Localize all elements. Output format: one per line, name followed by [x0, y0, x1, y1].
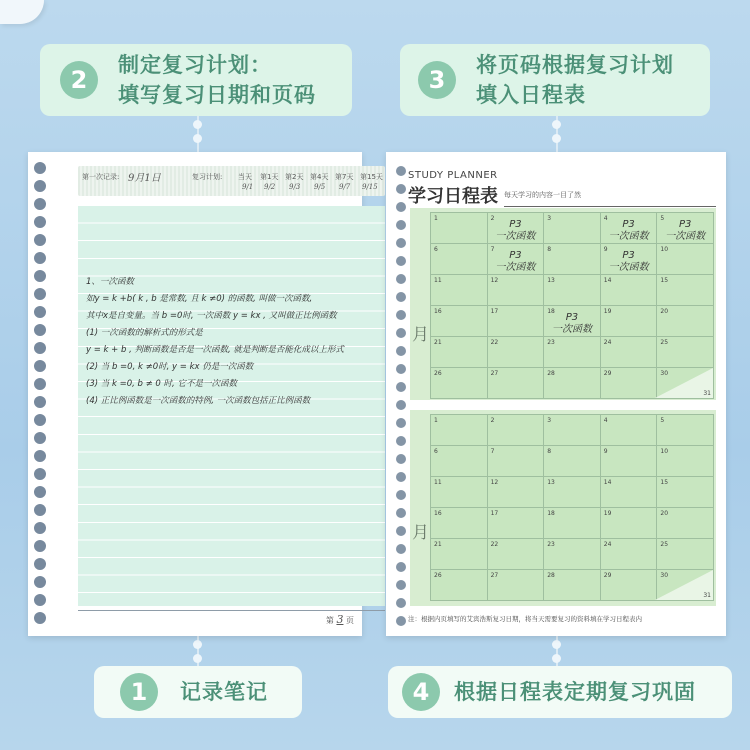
plan-day: 第4天: [310, 173, 329, 181]
day-number: 17: [490, 510, 499, 517]
step-text-line: 填写复习日期和页码: [118, 83, 316, 107]
day-number: 14: [603, 277, 612, 284]
calendar-day-cell[interactable]: [657, 477, 714, 508]
day-number: 1: [434, 417, 438, 424]
binder-ring: [34, 558, 46, 570]
plan-day: 第7天: [335, 173, 354, 181]
day-number: 21: [434, 541, 442, 548]
step-text: 记录笔记: [180, 680, 268, 704]
study-planner-page: [386, 152, 726, 636]
calendar-day-cell[interactable]: [544, 508, 601, 539]
day-number: 27: [490, 572, 499, 579]
calendar-day-cell[interactable]: [488, 213, 545, 244]
calendar-day-cell[interactable]: [544, 275, 601, 306]
calendar-day-cell[interactable]: [544, 368, 601, 399]
day-number: 25: [660, 541, 669, 548]
title-underline: [504, 206, 716, 207]
month-label: 月: [412, 523, 429, 543]
step-3-card: [400, 44, 710, 116]
calendar-day-cell[interactable]: [544, 337, 601, 368]
day-number: 17: [490, 308, 499, 315]
day-number: 10: [660, 246, 669, 253]
binder-ring: [396, 202, 406, 212]
plan-date: 9/2: [264, 183, 276, 191]
review-entry: P3 一次函数: [495, 250, 536, 273]
binder-ring: [34, 522, 46, 534]
calendar-day-cell[interactable]: [431, 337, 488, 368]
day-number: 16: [434, 308, 442, 315]
calendar-day-cell[interactable]: [431, 508, 488, 539]
day-number: 29: [603, 370, 612, 377]
day-number: 11: [434, 479, 442, 486]
calendar-grid: [430, 414, 714, 601]
calendar-day-cell[interactable]: [601, 306, 658, 337]
binder-ring: [396, 382, 406, 392]
step-number-badge: 4: [402, 673, 440, 711]
day-number: 28: [547, 370, 555, 377]
calendar-day-cell[interactable]: [601, 446, 658, 477]
binder-ring: [396, 292, 406, 302]
binder-ring: [396, 418, 406, 428]
first-record-date: 9月1日: [128, 173, 161, 184]
day-number: 2: [490, 417, 495, 424]
day-number: 13: [547, 479, 555, 486]
calendar-day-cell[interactable]: [601, 508, 658, 539]
day-number: 5: [660, 215, 665, 222]
day-number: 19: [603, 308, 612, 315]
last-day-number: 31: [703, 592, 711, 599]
note-line: (3) 当 k =0, b ≠ 0 时, 它不是一次函数: [86, 379, 237, 389]
note-line: 其中x是自变量。当 b =0时, 一次函数 y = kx , 又叫做正比例函数: [86, 311, 337, 321]
note-line: (4) 正比例函数是一次函数的特例, 一次函数包括正比例函数: [86, 396, 311, 406]
binder-ring: [34, 576, 46, 588]
day-number: 23: [547, 541, 555, 548]
calendar-day-cell[interactable]: [544, 570, 601, 601]
binder-ring: [34, 324, 46, 336]
step-4-card: [388, 666, 732, 718]
binder-ring: [396, 562, 406, 572]
calendar-day-cell[interactable]: [544, 415, 601, 446]
day-number: 7: [490, 246, 495, 253]
day-number: 12: [490, 277, 499, 284]
calendar-day-cell[interactable]: [431, 213, 488, 244]
note-line: (2) 当 b =0, k ≠0时, y = kx 仍是一次函数: [86, 362, 254, 372]
decorative-corner: [0, 0, 44, 24]
calendar-day-cell[interactable]: [657, 415, 714, 446]
day-number: 6: [434, 246, 438, 253]
binder-ring: [34, 396, 46, 408]
connector-dot: [193, 120, 202, 129]
calendar-day-cell[interactable]: [488, 446, 545, 477]
review-header: [78, 166, 385, 196]
calendar-day-cell[interactable]: [601, 368, 658, 399]
day-number: 3: [547, 215, 552, 222]
calendar-day-cell[interactable]: [657, 446, 714, 477]
day-number: 18: [547, 510, 555, 517]
binder-ring: [396, 526, 406, 536]
day-number: 20: [660, 510, 669, 517]
calendar-day-cell[interactable]: [657, 508, 714, 539]
day-number: 24: [603, 339, 612, 346]
binder-ring: [396, 364, 406, 374]
calendar-day-cell[interactable]: [601, 570, 658, 601]
binder-ring: [396, 436, 406, 446]
page-number-label: 第 3 页: [325, 613, 354, 626]
binder-ring: [396, 580, 406, 590]
calendar-day-cell[interactable]: [431, 539, 488, 570]
plan-day: 第15天: [360, 173, 383, 181]
calendar-day-cell[interactable]: [431, 415, 488, 446]
day-number: 28: [547, 572, 555, 579]
binder-ring: [34, 198, 46, 210]
page-ruler: [78, 610, 385, 611]
binder-ring: [34, 450, 46, 462]
day-number: 8: [547, 448, 552, 455]
calendar-day-cell[interactable]: [488, 570, 545, 601]
calendar-day-cell[interactable]: [431, 368, 488, 399]
review-entry: P3 一次函数: [495, 219, 536, 242]
binder-ring: [396, 328, 406, 338]
review-entry: P3 一次函数: [665, 219, 706, 242]
binder-ring: [396, 274, 406, 284]
calendar-day-cell[interactable]: [431, 306, 488, 337]
review-entry: P3 一次函数: [551, 312, 592, 335]
plan-date: 9/1: [242, 183, 254, 191]
day-number: 12: [490, 479, 499, 486]
binder-ring: [34, 180, 46, 192]
binder-ring: [396, 346, 406, 356]
calendar-day-cell[interactable]: [601, 244, 658, 275]
day-number: 18: [547, 308, 555, 315]
calendar-day-cell[interactable]: [601, 337, 658, 368]
binder-ring: [396, 490, 406, 500]
calendar-day-cell[interactable]: [657, 539, 714, 570]
plan-day: 当天: [238, 173, 252, 181]
binder-ring: [396, 220, 406, 230]
day-number: 27: [490, 370, 499, 377]
binder-ring: [34, 378, 46, 390]
binder-ring: [34, 468, 46, 480]
calendar-day-cell[interactable]: [488, 508, 545, 539]
binder-ring: [34, 414, 46, 426]
binder-ring: [34, 540, 46, 552]
calendar-day-cell[interactable]: [431, 477, 488, 508]
binder-ring: [396, 544, 406, 554]
day-number: 30: [660, 572, 669, 579]
binder-ring: [396, 400, 406, 410]
calendar-day-cell[interactable]: [657, 306, 714, 337]
planner-title-en: STUDY PLANNER: [408, 170, 498, 181]
step-number-badge: 3: [418, 61, 456, 99]
connector-dot: [552, 640, 561, 649]
day-number: 3: [547, 417, 552, 424]
binder-ring: [34, 270, 46, 282]
plan-label: 复习计划:: [192, 173, 223, 181]
lined-notes-area: [78, 206, 385, 606]
day-number: 21: [434, 339, 442, 346]
day-number: 24: [603, 541, 612, 548]
calendar-day-cell[interactable]: [488, 368, 545, 399]
planner-title-cn: 学习日程表: [408, 186, 498, 207]
plan-date: 9/15: [362, 183, 378, 191]
plan-date: 9/3: [289, 183, 301, 191]
binder-ring: [396, 616, 406, 626]
day-number: 15: [660, 479, 669, 486]
calendar-day-cell[interactable]: [431, 446, 488, 477]
step-1-card: [94, 666, 302, 718]
binder-ring: [34, 162, 46, 174]
calendar-day-cell[interactable]: [431, 570, 488, 601]
binder-ring: [396, 238, 406, 248]
day-number: 8: [547, 246, 552, 253]
day-number: 26: [434, 370, 442, 377]
binder-ring: [396, 472, 406, 482]
binder-ring: [34, 342, 46, 354]
calendar-day-cell[interactable]: [544, 213, 601, 244]
binder-ring: [34, 612, 46, 624]
connector-dot: [193, 640, 202, 649]
connector-dot: [552, 134, 561, 143]
day-number: 5: [660, 417, 665, 424]
calendar-day-cell[interactable]: [657, 213, 714, 244]
day-number: 2: [490, 215, 495, 222]
last-day-number: 31: [703, 390, 711, 397]
binder-ring: [396, 256, 406, 266]
calendar-day-cell[interactable]: [488, 539, 545, 570]
day-number: 6: [434, 448, 438, 455]
calendar-day-cell[interactable]: [488, 337, 545, 368]
day-number: 25: [660, 339, 669, 346]
binder-ring: [396, 310, 406, 320]
calendar-day-cell[interactable]: [657, 570, 714, 601]
calendar-day-cell[interactable]: [544, 244, 601, 275]
binder-rings: [34, 152, 48, 636]
step-text-line: 制定复习计划：: [118, 53, 272, 77]
binder-ring: [396, 184, 406, 194]
connector-dot: [193, 654, 202, 663]
day-number: 22: [490, 541, 499, 548]
calendar-day-cell[interactable]: [657, 368, 714, 399]
connector-dot: [193, 134, 202, 143]
day-number: 20: [660, 308, 669, 315]
day-number: 7: [490, 448, 495, 455]
binder-ring: [396, 598, 406, 608]
calendar-day-cell[interactable]: [601, 275, 658, 306]
connector-dot: [552, 654, 561, 663]
review-entry: P3 一次函数: [608, 250, 649, 273]
month-calendar: [410, 208, 716, 400]
calendar-day-cell[interactable]: [601, 477, 658, 508]
calendar-day-cell[interactable]: [601, 213, 658, 244]
step-text: 根据日程表定期复习巩固: [454, 680, 696, 704]
binder-ring: [396, 166, 406, 176]
day-number: 9: [603, 246, 608, 253]
planner-subtitle: 每天学习的内容一目了然: [504, 191, 581, 199]
calendar-day-cell[interactable]: [544, 539, 601, 570]
binder-ring: [34, 360, 46, 372]
binder-ring: [396, 508, 406, 518]
binder-ring: [34, 216, 46, 228]
binder-ring: [396, 454, 406, 464]
note-line: 如y = k +b( k , b 是常数, 且 k ≠0) 的函数, 叫做一次函数,: [86, 294, 313, 304]
calendar-day-cell[interactable]: [431, 244, 488, 275]
calendar-day-cell[interactable]: [601, 539, 658, 570]
day-number: 11: [434, 277, 442, 284]
note-line: y = k + b , 判断函数是否是一次函数, 就是判断是否能化成以上形式: [86, 345, 344, 355]
first-record-label: 第一次记录:: [82, 173, 120, 181]
day-number: 10: [660, 448, 669, 455]
day-number: 4: [603, 417, 608, 424]
day-number: 13: [547, 277, 555, 284]
day-number: 23: [547, 339, 555, 346]
step-2-card: [40, 44, 352, 116]
note-line: (1) 一次函数的解析式的形式是: [86, 328, 203, 338]
binder-ring: [34, 306, 46, 318]
binder-ring: [34, 288, 46, 300]
plan-date: 9/5: [314, 183, 326, 191]
day-number: 22: [490, 339, 499, 346]
binder-ring: [34, 432, 46, 444]
plan-date: 9/7: [339, 183, 351, 191]
step-number-badge: 2: [60, 61, 98, 99]
step-text-line: 将页码根据复习计划: [476, 53, 674, 77]
day-number: 19: [603, 510, 612, 517]
day-number: 16: [434, 510, 442, 517]
calendar-day-cell[interactable]: [544, 306, 601, 337]
notebook-page: [28, 152, 383, 636]
day-number: 26: [434, 572, 442, 579]
day-number: 1: [434, 215, 438, 222]
calendar-day-cell[interactable]: [488, 244, 545, 275]
calendar-day-cell[interactable]: [488, 275, 545, 306]
binder-ring: [34, 504, 46, 516]
binder-ring: [34, 252, 46, 264]
calendar-grid: [430, 212, 714, 399]
note-line: 1、一次函数: [86, 277, 134, 287]
binder-ring: [34, 234, 46, 246]
plan-day: 第2天: [285, 173, 304, 181]
calendar-day-cell[interactable]: [544, 446, 601, 477]
calendar-day-cell[interactable]: [657, 275, 714, 306]
calendar-day-cell[interactable]: [488, 415, 545, 446]
plan-day: 第1天: [260, 173, 279, 181]
binder-ring: [34, 594, 46, 606]
calendar-day-cell[interactable]: [657, 244, 714, 275]
day-number: 30: [660, 370, 669, 377]
day-number: 29: [603, 572, 612, 579]
month-calendar: [410, 410, 716, 606]
calendar-day-cell[interactable]: [488, 306, 545, 337]
step-number-badge: 1: [120, 673, 158, 711]
calendar-day-cell[interactable]: [431, 275, 488, 306]
day-number: 15: [660, 277, 669, 284]
planner-footnote: 注：根据内页填写的艾宾浩斯复习日期，将当天需要复习的资料填在学习日程表内: [408, 615, 642, 623]
step-text-line: 填入日程表: [476, 83, 586, 107]
binder-ring: [34, 486, 46, 498]
day-number: 4: [603, 215, 608, 222]
day-number: 14: [603, 479, 612, 486]
connector-dot: [552, 120, 561, 129]
calendar-day-cell[interactable]: [544, 477, 601, 508]
calendar-day-cell[interactable]: [488, 477, 545, 508]
month-label: 月: [412, 325, 429, 345]
day-number: 9: [603, 448, 608, 455]
calendar-day-cell[interactable]: [601, 415, 658, 446]
review-entry: P3 一次函数: [608, 219, 649, 242]
page-number: 3: [336, 613, 344, 626]
calendar-day-cell[interactable]: [657, 337, 714, 368]
